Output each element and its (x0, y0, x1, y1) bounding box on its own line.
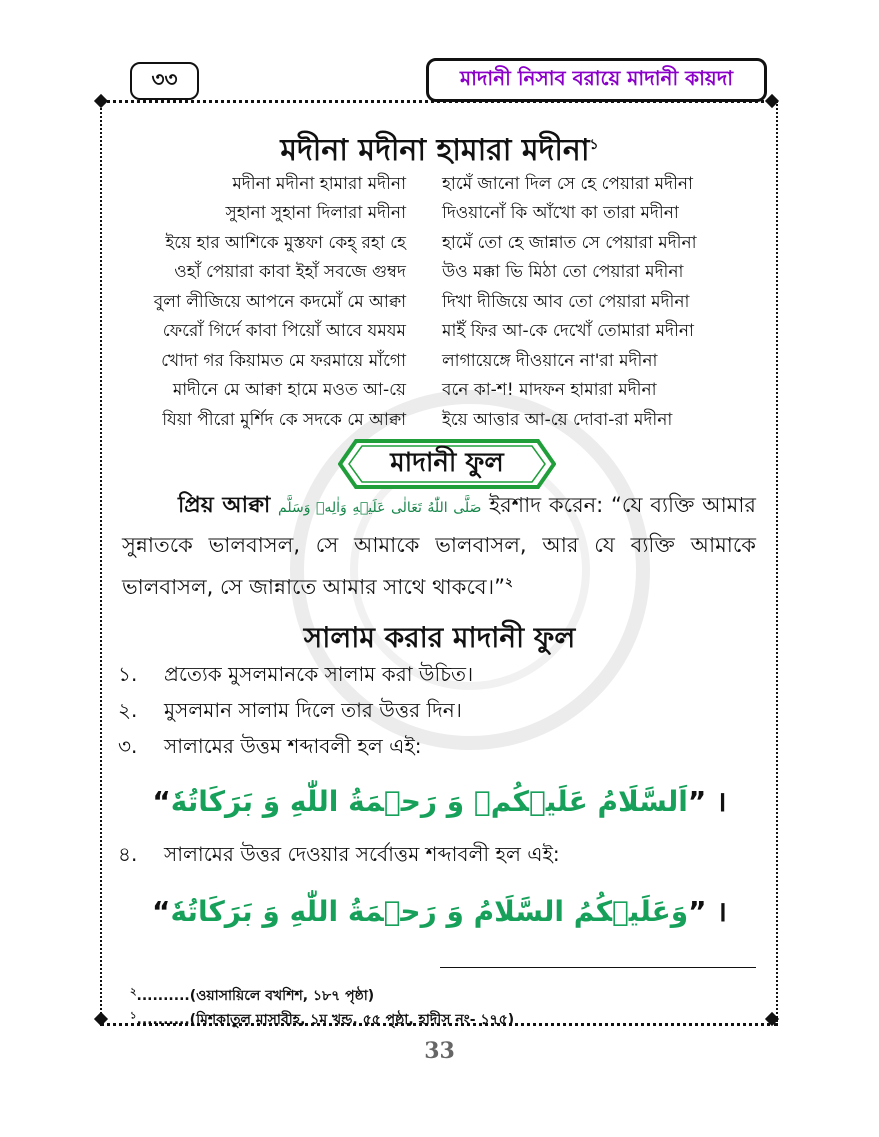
footnote (130, 1008, 514, 1032)
salutation-arabic: صَلَّى اللّٰهُ تَعَالٰى عَلَيۡهِ وَاٰلِهٖ وَسَلَّم (278, 500, 482, 516)
poem-line-right: হামেঁ তো হে জান্নাত সে পেয়ারা মদীনা (442, 232, 697, 253)
book-title: মাদানী নিসাব বরায়ে মাদানী কায়দা (459, 65, 734, 90)
poem-line-right: হামেঁ জানো দিল সে হে পেয়ারা মদীনা (442, 173, 693, 194)
arabic-greeting: اَلسَّلَامُ عَلَيۡكُمۡ وَ رَحۡمَةُ اللّٰهِ وَ بَرَكَاتُهٗ (170, 785, 688, 818)
arabic-greeting-line (0, 782, 879, 820)
madani-phool-banner (338, 438, 556, 490)
poem-line (120, 347, 760, 377)
poem-line (120, 259, 760, 289)
quote-close: ” (687, 785, 707, 818)
list-text: মুসলমান সালাম দিলে তার উত্তর দিন। (164, 697, 462, 722)
book-title-badge (426, 58, 767, 102)
danda: । (716, 785, 727, 818)
poem-line-right: লাগায়েঙ্গে দীওয়ানে না'রা মদীনা (442, 350, 658, 371)
list-item (118, 658, 758, 694)
hadith-footnote-mark: ২ (504, 575, 513, 589)
banner-label: মাদানী ফুল (390, 448, 504, 478)
poem-line-right: মাইঁ ফির আ-কে দেখোঁ তোমারা মদীনা (442, 321, 694, 342)
list-text: সালামের উত্তর দেওয়ার সর্বোত্তম শব্দাবলী হল এই: (164, 841, 560, 866)
list-number: ১. (118, 661, 138, 686)
hadith-text: ইরশাদ করেন: “যে ব্যক্তি আমার সুন্নাতকে ভালবাসল, সে আমাকে ভালবাসল, আর যে ব্যক্তি আমাকে ভালবাসল, সে জান্নাতে আমার সাথে থাকবে।” (122, 493, 756, 599)
page-number-badge (130, 62, 199, 100)
page-number: ৩৩ (151, 66, 178, 91)
quote-open: “ (152, 895, 171, 928)
list-text: প্রত্যেক মুসলমানকে সালাম করা উচিত। (164, 661, 474, 686)
salam-section-title: সালাম করার মাদানী ফুল (303, 621, 576, 654)
poem-line-left: সুহানা সুহানা দিলারা মদীনা (225, 203, 406, 224)
poem-line-left: ফেরোঁ গির্দে কাবা পিয়োঁ আবে যমযম (162, 321, 406, 342)
poem-line-left: খোদা গর কিয়ামত মে ফরমায়ে মাঁগো (161, 350, 406, 371)
list-item (118, 730, 758, 766)
list-number: ২. (118, 697, 138, 722)
poem-line-right: ইয়ে আত্তার আ-য়ে দোবা-রা মদীনা (442, 409, 673, 430)
list-item (118, 838, 758, 874)
poem-line (120, 200, 760, 230)
poem-line-left: যিয়া পীরো মুর্শিদ কে সদকে মে আক্বা (162, 409, 406, 430)
danda: । (716, 895, 727, 928)
footnote-divider (440, 967, 756, 968)
footnote (130, 984, 374, 1008)
quote-close: ” (688, 895, 707, 928)
arabic-reply-line (0, 892, 879, 930)
footnote-text: ..........(মিশকাতুল মাসাবীহ, ১ম খন্ড, ৫৫ পৃষ্ঠা, হাদীস নং- ১৭৫) (136, 1012, 515, 1028)
poem-line-left: বুলা লীজিয়ে আপনে কদমোঁ মে আক্বা (153, 291, 406, 312)
poem-line (120, 318, 760, 348)
poem-line-right: বনে কা-শ! মাদফন হামারা মদীনা (442, 380, 657, 401)
poem-line-left: মদীনা মদীনা হামারা মদীনা (232, 173, 406, 194)
list-text: সালামের উত্তম শব্দাবলী হল এই: (164, 733, 422, 758)
poem-line (120, 229, 760, 259)
poem-line-right: দিখা দীজিয়ে আব তো পেয়ারা মদীনা (442, 291, 690, 312)
poem-line (120, 406, 760, 436)
salam-list-continued (118, 838, 758, 874)
poem-line-right: দিওয়ানোঁ কি আঁখো কা তারা মদীনা (442, 203, 679, 224)
list-item (118, 694, 758, 730)
poem-line-right: উও মক্কা ভি মিঠা তো পেয়ারা মদীনা (442, 262, 684, 283)
poem-line-left: ইয়ে হার আশিকে মুস্তফা কেহ্ রহা হে (165, 232, 406, 253)
poem-title-footnote-mark: ১ (589, 137, 599, 153)
salam-list (118, 658, 758, 766)
footnote-text: ..........(ওয়াসায়িলে বখশিশ, ১৮৭ পৃষ্ঠা) (136, 988, 375, 1004)
list-number: ৪. (118, 841, 138, 866)
poem-line (120, 288, 760, 318)
poem-title-text: মদীনা মদীনা হামারা মদীনা (280, 133, 590, 168)
poem-line (120, 170, 760, 200)
quote-open: “ (152, 785, 171, 818)
poem (120, 170, 760, 436)
poem-line (120, 377, 760, 407)
hadith-lead: প্রিয় আক্বা (178, 493, 271, 518)
poem-line-left: মাদীনে মে আক্বা হামে মওত আ-য়ে (172, 380, 406, 401)
arabic-reply: وَعَلَيۡكُمُ السَّلَامُ وَ رَحۡمَةُ اللّٰهِ وَ بَرَكَاتُهٗ (170, 895, 689, 928)
list-number: ৩. (118, 733, 138, 758)
footnote-mark: ১ (130, 1010, 137, 1022)
hadith-paragraph (122, 487, 756, 606)
poem-line-left: ওহাঁ পেয়ারা কাবা ইহাঁ সবজে গুম্বদ (174, 262, 406, 283)
footnote-mark: ২ (130, 986, 137, 998)
printed-page-number: 33 (424, 1038, 455, 1064)
